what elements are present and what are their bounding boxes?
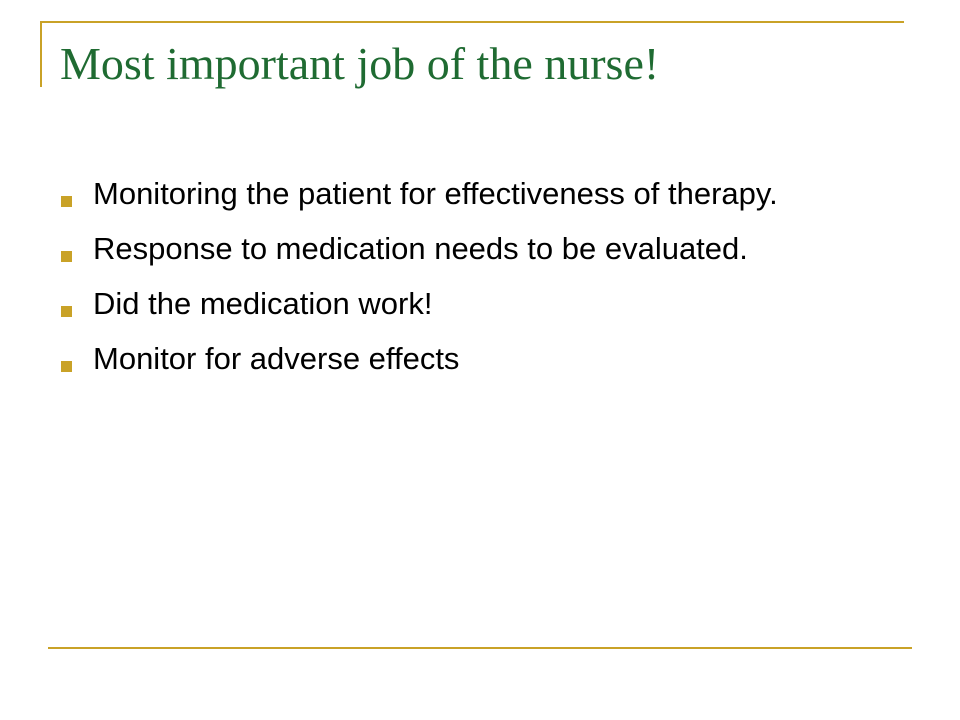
left-rule-line	[40, 21, 42, 87]
bullet-text: Did the medication work!	[93, 286, 433, 321]
bullet-text: Monitor for adverse effects	[93, 341, 460, 376]
bullet-item	[58, 285, 858, 323]
bottom-rule-line	[48, 647, 912, 649]
top-rule-line	[40, 21, 904, 23]
bullet-list	[58, 175, 858, 395]
slide-title: Most important job of the nurse!	[60, 38, 660, 89]
square-bullet-icon	[61, 196, 72, 207]
square-bullet-icon	[61, 251, 72, 262]
square-bullet-icon	[61, 361, 72, 372]
square-bullet-icon	[61, 306, 72, 317]
bullet-item	[58, 230, 858, 268]
bullet-item	[58, 175, 858, 213]
bullet-text: Monitoring the patient for effectiveness of therapy.	[93, 176, 778, 211]
bullet-text: Response to medication needs to be evaluated.	[93, 231, 748, 266]
bullet-item	[58, 340, 858, 378]
